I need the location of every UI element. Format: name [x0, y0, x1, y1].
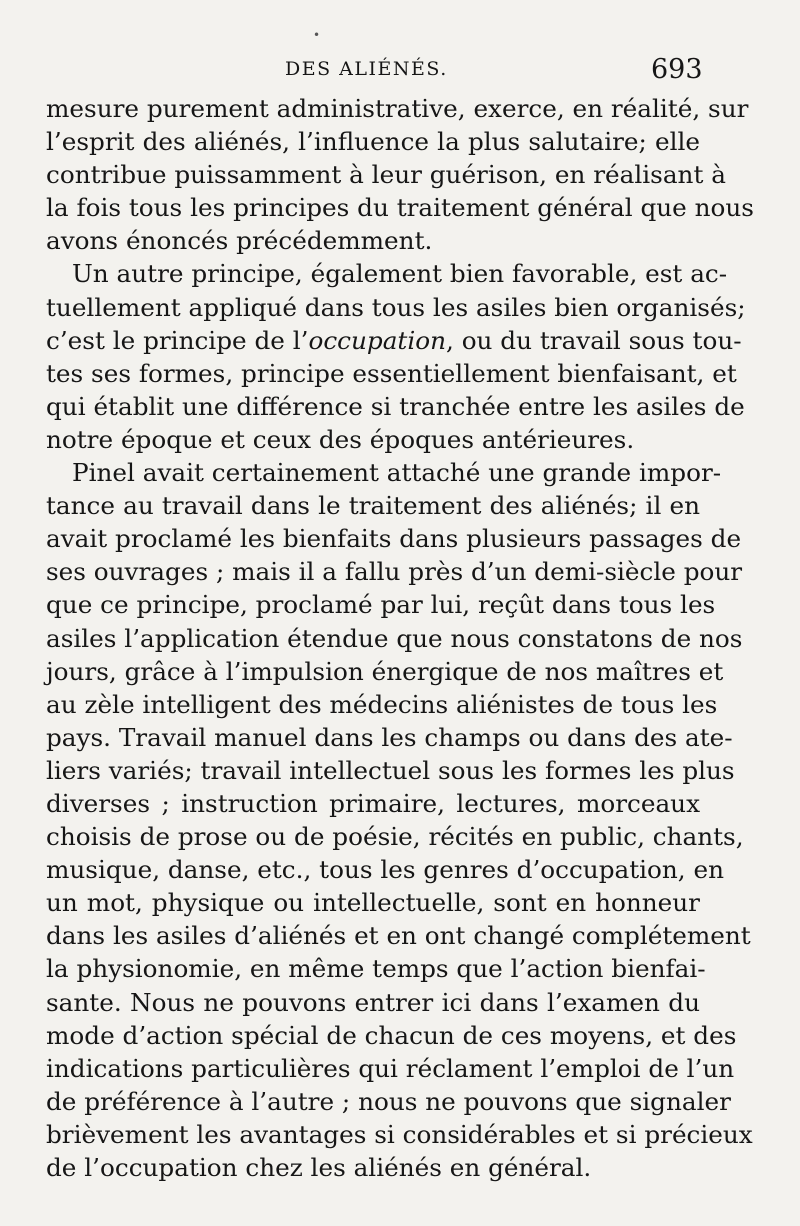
text-line: Un autre principe, également bien favorable, est ac-: [72, 259, 728, 289]
text-line: pays. Travail manuel dans les champs ou dans des ate-: [46, 722, 733, 752]
text-line: de préférence à l’autre ; nous ne pouvons que signaler: [46, 1086, 731, 1116]
text-line: la physionomie, en même temps que l’action bienfai-: [46, 954, 706, 984]
text-line: de l’occupation chez les aliénés en général.: [46, 1153, 592, 1182]
text-line: mode d’action spécial de chacun de ces moyens, et des: [46, 1020, 737, 1050]
text-line: un mot, physique ou intellectuelle, sont en honneur: [46, 888, 700, 918]
text-line: sante. Nous ne pouvons entrer ici dans l’examen du: [46, 987, 700, 1017]
text-line: notre époque et ceux des époques antérieures.: [46, 424, 635, 454]
text-line: tes ses formes, principe essentiellement bienfaisant, et: [46, 358, 737, 388]
text-line: liers variés; travail intellectuel sous les formes les plus: [46, 755, 735, 785]
text-line: mesure purement administrative, exerce, en réalité, sur: [46, 94, 749, 123]
text-line: tuellement appliqué dans tous les asiles bien organisés;: [46, 292, 746, 322]
text-line: diverses ; instruction primaire, lectures, morceaux: [46, 788, 700, 818]
text-line: l’esprit des aliénés, l’influence la plus salutaire; elle: [46, 127, 700, 157]
text-line: que ce principe, proclamé par lui, reçût dans tous les: [46, 590, 716, 620]
text-line: avons énoncés précédemment.: [46, 226, 433, 256]
text-line: qui établit une différence si tranchée entre les asiles de: [46, 391, 745, 421]
text-line: contribue puissamment à leur guérison, en réalisant à: [46, 160, 726, 190]
text-line: Pinel avait certainement attaché une grande impor-: [72, 458, 722, 488]
running-title: DES ALIÉNÉS.: [285, 58, 448, 80]
text-line: c’est le principe de l’occupation, ou du travail sous tou-: [46, 325, 742, 355]
text-line: jours, grâce à l’impulsion énergique de nos maîtres et: [46, 656, 724, 686]
page-header: [0, 54, 800, 88]
text-line: ses ouvrages ; mais il a fallu près d’un demi-siècle pour: [46, 557, 743, 587]
text-line: avait proclamé les bienfaits dans plusieurs passages de: [46, 524, 742, 554]
text-line: musique, danse, etc., tous les genres d’occupation, en: [46, 855, 725, 885]
text-line: choisis de prose ou de poésie, récités en public, chants,: [46, 822, 744, 852]
body-text: [46, 92, 754, 1184]
text-line: indications particulières qui réclament l’emploi de l’un: [46, 1053, 735, 1083]
page-number: 693: [651, 54, 703, 85]
text-line: au zèle intelligent des médecins aliénistes de tous les: [46, 689, 718, 719]
ink-mark: •: [313, 28, 321, 42]
text-line: dans les asiles d’aliénés et en ont changé complétement: [46, 921, 751, 951]
text-line: la fois tous les principes du traitement général que nous: [46, 193, 754, 223]
text-line: brièvement les avantages si considérables et si précieux: [46, 1119, 753, 1149]
text-line: tance au travail dans le traitement des aliénés; il en: [46, 491, 700, 521]
text-line: asiles l’application étendue que nous constatons de nos: [46, 623, 743, 653]
